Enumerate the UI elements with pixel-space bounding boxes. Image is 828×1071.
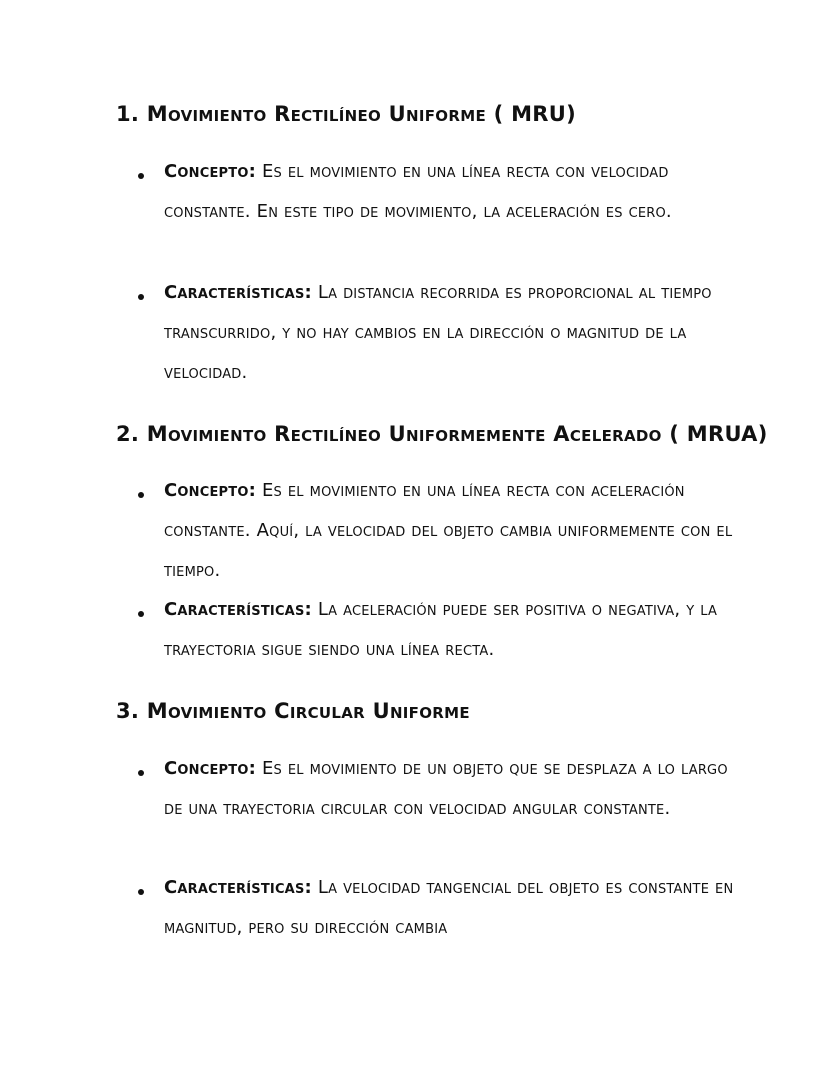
- bullet-dot-icon: [138, 770, 144, 776]
- bullet-body: Es el movimiento en una línea recta con velocidad constante. En este tipo de movimiento, la aceleración es cero.: [164, 161, 672, 222]
- bullet-text: [164, 152, 734, 232]
- bullet-label: Características:: [164, 877, 312, 898]
- bullet-label: Concepto:: [164, 480, 257, 501]
- bullet-text: [164, 273, 734, 393]
- bullet-body: Es el movimiento de un objeto que se desplaza a lo largo de una trayectoria circular con velocidad angular constante.: [164, 758, 728, 819]
- bullet-body: La distancia recorrida es proporcional al tiempo transcurrido, y no hay cambios en la dirección o magnitud de la velocidad.: [164, 282, 712, 383]
- bullet-label: Características:: [164, 599, 312, 620]
- bullet-dot-icon: [138, 611, 144, 617]
- bullet-dot-icon: [138, 173, 144, 179]
- bullet-text: [164, 471, 734, 591]
- bullet-dot-icon: [138, 889, 144, 895]
- section-title-mru: 1. Movimiento Rectilíneo Uniforme ( MRU): [116, 102, 577, 126]
- bullet-text: [164, 749, 734, 829]
- section-title-mrua: 2. Movimiento Rectilíneo Uniformemente Acelerado ( MRUA): [116, 422, 768, 446]
- bullet-text: [164, 868, 734, 948]
- bullet-label: Características:: [164, 282, 312, 303]
- bullet-label: Concepto:: [164, 161, 257, 182]
- bullet-dot-icon: [138, 492, 144, 498]
- bullet-text: [164, 590, 734, 670]
- bullet-dot-icon: [138, 294, 144, 300]
- bullet-body: La aceleración puede ser positiva o negativa, y la trayectoria sigue siendo una línea recta.: [164, 599, 718, 660]
- bullet-label: Concepto:: [164, 758, 257, 779]
- section-title-mcu: 3. Movimiento Circular Uniforme: [116, 699, 470, 723]
- bullet-body: La velocidad tangencial del objeto es constante en magnitud, pero su dirección cambia: [164, 877, 734, 938]
- bullet-body: Es el movimiento en una línea recta con aceleración constante. Aquí, la velocidad del objeto cambia uniformemente con el tiempo.: [164, 480, 733, 581]
